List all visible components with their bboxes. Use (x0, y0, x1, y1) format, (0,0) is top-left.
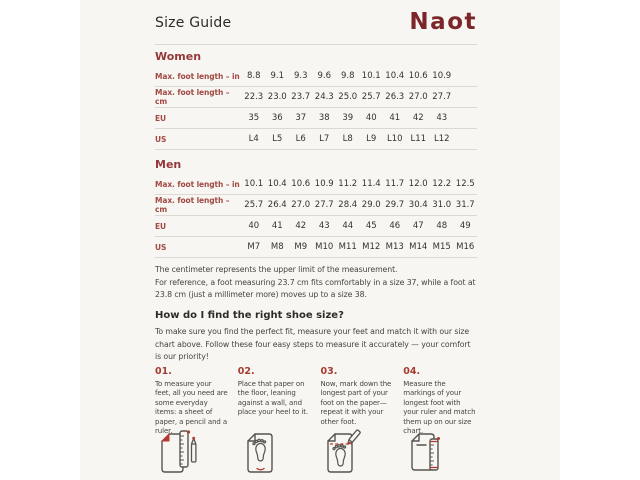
size-cell: 35 (248, 113, 260, 123)
size-cell: 45 (365, 221, 377, 231)
size-cell: 25.7 (361, 92, 381, 102)
row-label: Max. foot length – cm (155, 196, 230, 214)
size-cell: 49 (459, 221, 471, 231)
size-cell: 9.8 (340, 71, 355, 81)
table-row (155, 216, 477, 237)
size-cell: 22.3 (244, 92, 264, 102)
step-2 (238, 366, 312, 436)
faq-body: To make sure you find the perfect fit, measure your feet and match it with our size chart above. Follow these four easy steps to measure it accurately — your comfort is our priority! (155, 327, 471, 361)
step-number: 02. (237, 366, 255, 377)
faq-heading: How do I find the right shoe size? (155, 310, 344, 321)
step-4 (403, 366, 477, 436)
women-size-section (155, 50, 477, 150)
men-section-heading: Men (155, 158, 182, 171)
page-title: Size Guide (155, 15, 232, 31)
size-cell: M10 (315, 242, 334, 252)
size-cell: 40 (365, 113, 377, 123)
row-label: Max. foot length – cm (155, 88, 230, 106)
size-cell: 10.4 (385, 71, 405, 81)
size-cell: 31.7 (455, 200, 475, 210)
size-cell: 29.7 (385, 200, 405, 210)
size-cell: 10.4 (267, 179, 287, 189)
women-section-heading: Women (155, 50, 202, 63)
size-cell: L6 (295, 134, 306, 144)
step-number: 01. (155, 366, 172, 377)
size-cell: 30.4 (408, 200, 428, 210)
size-cell: 26.4 (267, 200, 287, 210)
step-number: 04. (403, 366, 421, 377)
size-cell: 38 (318, 113, 330, 123)
foot-marking-pencil-icon (321, 428, 365, 476)
size-cell: 29.0 (361, 200, 381, 210)
size-cell: 25.7 (244, 200, 264, 210)
size-cell: 40 (248, 221, 260, 231)
paper-pencil-ruler-icon (155, 428, 199, 476)
size-cell: L7 (319, 134, 330, 144)
size-cell: 28.4 (338, 200, 358, 210)
size-cell: L10 (386, 134, 403, 144)
size-cell: 27.7 (314, 200, 334, 210)
size-cell: 23.0 (267, 92, 287, 102)
step-3 (321, 366, 395, 436)
size-cell: 47 (412, 221, 424, 231)
size-cell: 42 (295, 221, 307, 231)
table-row (155, 195, 477, 216)
size-cell: 27.0 (408, 92, 428, 102)
size-cell: M11 (338, 242, 357, 252)
size-cell: 12.2 (432, 179, 452, 189)
size-cell: M12 (362, 242, 381, 252)
size-cell: 12.0 (408, 179, 428, 189)
size-cell: 27.7 (432, 92, 452, 102)
step-icons-row (155, 428, 477, 476)
table-row (155, 237, 477, 258)
size-cell: 9.1 (270, 71, 285, 81)
size-cell: 12.5 (455, 179, 475, 189)
row-label: US (155, 242, 167, 252)
faq-section (155, 310, 477, 364)
size-cell: 42 (412, 113, 424, 123)
size-cell: M14 (409, 242, 428, 252)
size-cell: L12 (433, 134, 450, 144)
measurement-note (155, 264, 477, 302)
step-number: 03. (320, 366, 338, 377)
women-size-table (155, 66, 477, 150)
note-line: For reference, a foot measuring 23.7 cm fits comfortably in a size 37, while a foot at 23.8 cm (just a millimeter more) moves up to a size 38. (155, 277, 476, 299)
size-cell: M15 (432, 242, 451, 252)
size-cell: 43 (318, 221, 330, 231)
size-cell: M16 (456, 242, 475, 252)
men-size-section (155, 158, 477, 258)
size-cell: 9.6 (317, 71, 332, 81)
size-cell: 10.9 (432, 71, 452, 81)
size-cell: L11 (410, 134, 427, 144)
row-label: Max. foot length – in (155, 179, 240, 189)
row-label: EU (155, 221, 167, 231)
size-cell: 41 (271, 221, 283, 231)
table-row (155, 108, 477, 129)
size-cell: 26.3 (385, 92, 405, 102)
size-cell: 31.0 (432, 200, 452, 210)
note-line: The centimeter represents the upper limit of the measurement. (155, 265, 398, 274)
step-text: To measure your feet, all you need are some everyday items: a sheet of paper, a pencil and a ruler. (155, 380, 228, 436)
paper-footprint-icon (238, 428, 282, 476)
size-cell: 36 (271, 113, 283, 123)
size-cell: 8.8 (246, 71, 261, 81)
table-row (155, 129, 477, 150)
paper-measure-ruler-icon (403, 428, 447, 476)
size-cell: L5 (272, 134, 283, 144)
size-cell: 11.2 (338, 179, 358, 189)
size-cell: 25.0 (338, 92, 358, 102)
row-label: US (155, 134, 167, 144)
size-cell: 48 (436, 221, 448, 231)
row-label: EU (155, 113, 167, 123)
size-cell: 10.6 (291, 179, 311, 189)
size-cell: 44 (342, 221, 354, 231)
size-cell: 9.3 (293, 71, 308, 81)
size-cell: 10.9 (314, 179, 334, 189)
size-guide-panel (80, 0, 560, 480)
header (155, 9, 477, 45)
size-cell: L4 (248, 134, 259, 144)
measuring-steps (155, 366, 477, 436)
size-cell: 43 (436, 113, 448, 123)
size-cell: L8 (342, 134, 353, 144)
size-cell: 11.7 (385, 179, 405, 189)
size-cell: M13 (385, 242, 404, 252)
size-cell: 46 (389, 221, 401, 231)
size-cell: 24.3 (314, 92, 334, 102)
table-row (155, 174, 477, 195)
size-cell: 10.1 (361, 71, 381, 81)
size-cell: 10.1 (244, 179, 264, 189)
step-1 (155, 366, 229, 436)
size-cell: 11.4 (361, 179, 381, 189)
naot-logo: Naot (409, 9, 477, 35)
size-cell: M7 (247, 242, 261, 252)
size-cell: 37 (295, 113, 307, 123)
table-row (155, 87, 477, 108)
size-cell: 41 (389, 113, 401, 123)
step-text: Place that paper on the floor, leaning against a wall, and place your heel to it. (237, 380, 308, 417)
size-cell: M9 (294, 242, 308, 252)
step-text: Now, mark down the longest part of your foot on the paper—repeat it with your other foot. (320, 380, 392, 426)
size-cell: M8 (270, 242, 284, 252)
men-size-table (155, 174, 477, 258)
table-row (155, 66, 477, 87)
size-cell: 39 (342, 113, 354, 123)
size-cell: 27.0 (291, 200, 311, 210)
size-cell: 23.7 (291, 92, 311, 102)
size-cell: 10.6 (408, 71, 428, 81)
row-label: Max. foot length – in (155, 71, 240, 81)
size-cell: L9 (366, 134, 377, 144)
step-text: Measure the markings of your longest foot with your ruler and match them up on our size chart. (403, 380, 476, 436)
